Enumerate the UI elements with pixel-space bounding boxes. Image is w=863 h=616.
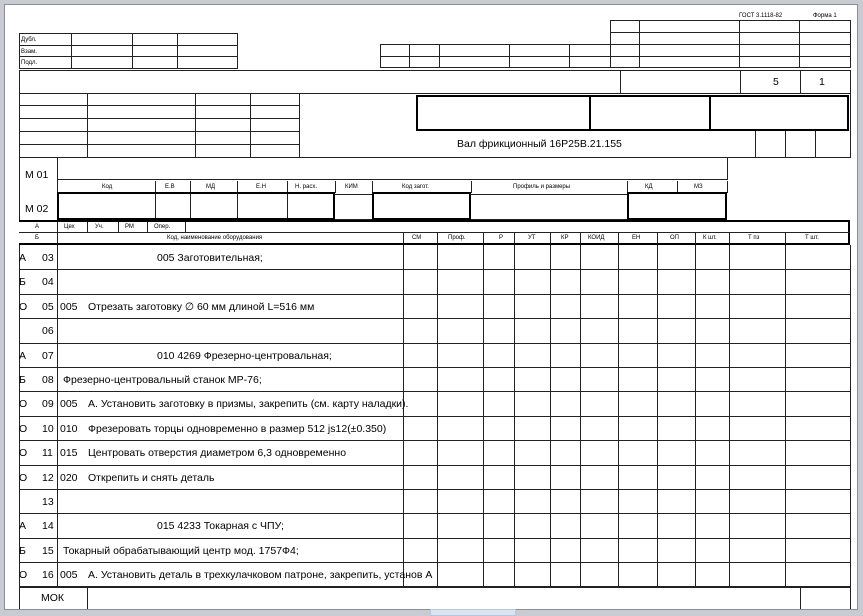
- row-content: А. Установить деталь в трехкулачковом патроне, закрепить, установ А: [88, 569, 433, 581]
- row-transition-number: 005: [60, 398, 78, 410]
- hdr-profil: Профиль и размеры: [513, 184, 571, 190]
- hdr-kd: КД: [645, 184, 653, 190]
- row-prefix: Б: [19, 374, 26, 386]
- row-transition-number: 020: [60, 472, 78, 484]
- hdr-kr: КР: [561, 235, 569, 241]
- row-transition-number: 005: [60, 569, 78, 581]
- hdr-kst: К шт.: [703, 235, 717, 241]
- form-label: Форма 1: [813, 13, 837, 19]
- row-prefix: О: [19, 301, 28, 313]
- hdr-kim: КИМ: [345, 184, 358, 190]
- hdr-sm: СМ: [412, 235, 422, 241]
- row-number: 06: [42, 325, 54, 337]
- row-content: Отрезать заготовку ∅ 60 мм длиной L=516 мм: [88, 301, 315, 313]
- row-number: 13: [42, 496, 54, 508]
- row-content: Фрезеровать торцы одновременно в размер 512 js12(±0.350): [88, 423, 387, 435]
- horizontal-scrollbar[interactable]: [430, 609, 516, 616]
- row-transition-number: 015: [60, 447, 78, 459]
- row-number: 09: [42, 398, 54, 410]
- row-number: 05: [42, 301, 54, 313]
- row-transition-number: 010: [60, 423, 78, 435]
- row-prefix: А: [19, 520, 27, 532]
- row-content: Центровать отверстия диаметром 6,3 одновременно: [88, 447, 347, 459]
- hdr-md: МД: [206, 184, 216, 190]
- row-prefix: О: [19, 569, 28, 581]
- row-content: Токарный обрабатывающий центр мод. 1757Ф4;: [63, 545, 299, 557]
- row-number: 10: [42, 423, 54, 435]
- row-content: 015 4233 Токарная с ЧПУ;: [157, 520, 284, 532]
- label-vzam: Взам.: [21, 49, 37, 55]
- hdr-r: Р: [499, 235, 504, 241]
- row-number: 07: [42, 350, 54, 362]
- label-podl: Подл.: [21, 60, 38, 66]
- hdr-kod-naim: Код, наименование оборудования: [167, 235, 263, 241]
- row-number: 04: [42, 276, 54, 288]
- row-number: 12: [42, 472, 54, 484]
- row-transition-number: 005: [60, 301, 78, 313]
- row-number: 14: [42, 520, 54, 532]
- footer-mok: МОК: [41, 592, 65, 604]
- hdr-kod: Код: [102, 184, 113, 190]
- hdr-uch: Уч.: [95, 224, 104, 230]
- row-content: Открепить и снять деталь: [88, 472, 215, 484]
- hdr-b: Б: [35, 235, 39, 241]
- row-prefix: А: [19, 252, 27, 264]
- row-number: 08: [42, 374, 54, 386]
- row-prefix: Б: [19, 276, 26, 288]
- gost-label: ГОСТ 3.1118-82: [739, 13, 783, 19]
- hdr-prof: Проф.: [448, 235, 466, 241]
- row-prefix: О: [19, 472, 28, 484]
- row-prefix: Б: [19, 545, 26, 557]
- hdr-op: ОП: [670, 235, 679, 241]
- route-card-sheet: [4, 4, 858, 610]
- hdr-kod-zagot: Код загот.: [402, 184, 429, 190]
- hdr-rm: РМ: [125, 224, 134, 230]
- row-number: 11: [42, 447, 53, 459]
- row-content: Фрезерно-центровальный станок МР-76;: [63, 374, 262, 386]
- row-prefix: О: [19, 398, 28, 410]
- hdr-ut: УТ: [528, 235, 536, 241]
- hdr-mz: МЗ: [694, 184, 703, 190]
- m01-label: М 01: [25, 169, 49, 181]
- hdr-ceh: Цех: [64, 224, 75, 230]
- row-content: А. Установить заготовку в призмы, закрепить (см. карту наладки).: [88, 398, 409, 410]
- hdr-oper: Опер.: [154, 224, 171, 230]
- row-prefix: О: [19, 423, 28, 435]
- row-prefix: О: [19, 447, 28, 459]
- m02-label: М 02: [25, 203, 49, 215]
- hdr-tsht: Т шт.: [805, 235, 819, 241]
- hdr-en: Е.Н: [256, 184, 267, 190]
- row-content: 010 4269 Фрезерно-центровальная;: [157, 350, 332, 362]
- hdr-en-b: ЕН: [632, 235, 641, 241]
- row-number: 03: [42, 252, 54, 264]
- hdr-n-rash: Н. расх.: [295, 184, 318, 190]
- row-content: 005 Заготовительная;: [157, 252, 263, 264]
- hdr-koid: КОИД: [588, 235, 605, 241]
- row-prefix: А: [19, 350, 27, 362]
- document-title: Вал фрикционный 16Р25В.21.155: [457, 138, 622, 150]
- sheet-total: 5: [773, 76, 779, 88]
- sheet-number: 1: [819, 76, 825, 88]
- hdr-a: А: [35, 224, 40, 230]
- hdr-ev: Е.В: [165, 184, 175, 190]
- label-dubl: Дубл.: [21, 37, 37, 43]
- hdr-tpz: Т пз: [748, 235, 760, 241]
- row-number: 15: [42, 545, 54, 557]
- row-number: 16: [42, 569, 54, 581]
